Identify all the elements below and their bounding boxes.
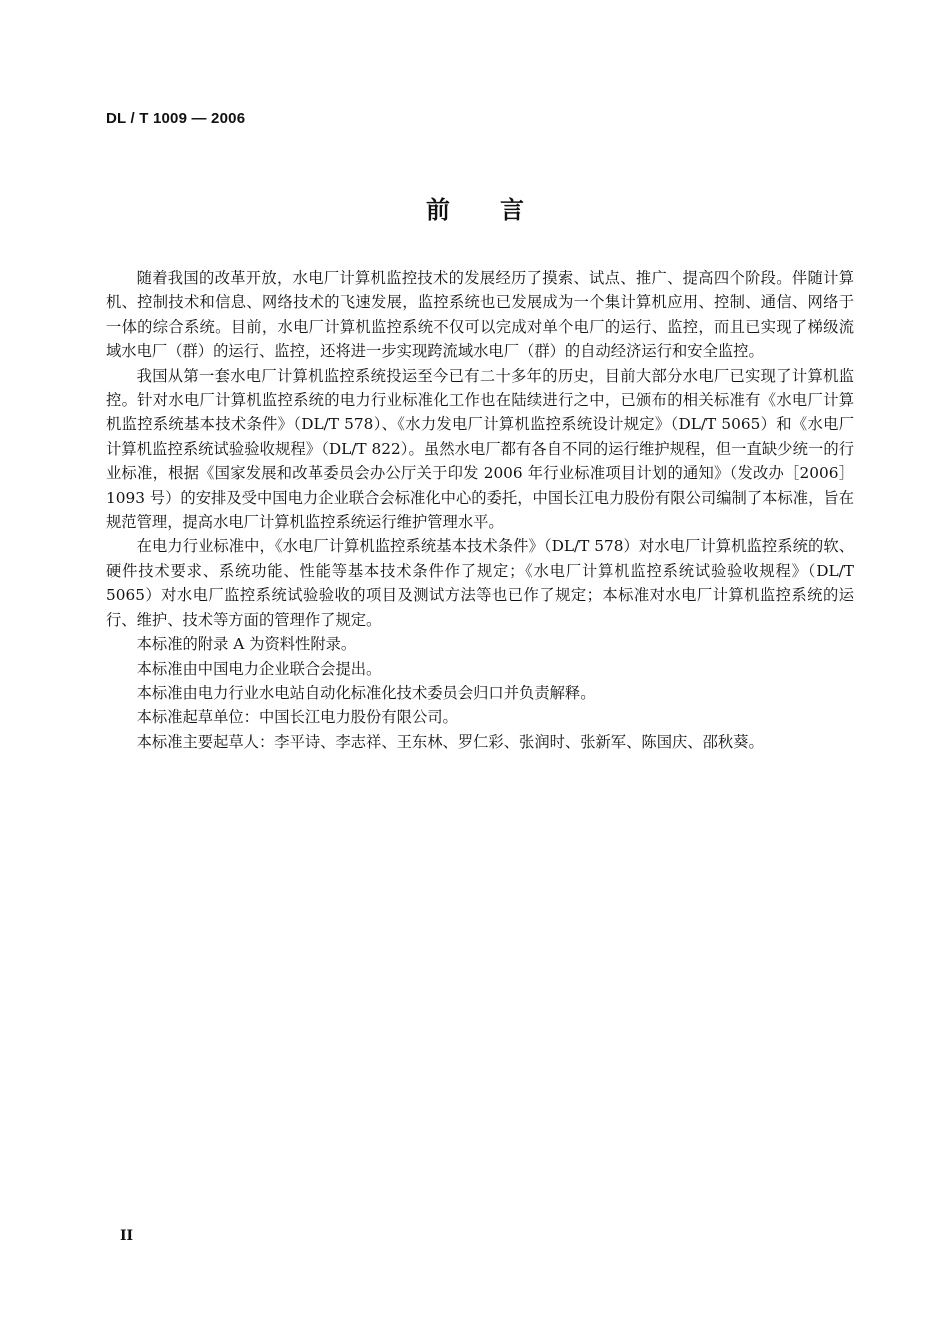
paragraph-scope: 在电力行业标准中，《水电厂计算机监控系统基本技术条件》（DL/T 578）对水电厂计算机监控系统的软、硬件技术要求、系统功能、性能等基本技术条件作了规定；《水电厂计算机监控系统试验验收规程》（DL/T 5065）对水电厂监控系统试验验收的项目及测试方法等也已作了规定；本标准对水电厂计算机监控系统的运行、维护、技术等方面的管理作了规定。 [106,537,854,629]
paragraph-appendix: 本标准的附录 A 为资料性附录。 [136,635,357,654]
paragraph-history: 我国从第一套水电厂计算机监控系统投运至今已有二十多年的历史，目前大部分水电厂已实现了计算机监控。针对水电厂计算机监控系统的电力行业标准化工作也在陆续进行之中，已颁布的相关标准有《水电厂计算机监控系统基本技术条件》（DL/T 578）、《水力发电厂计算机监控系统设计规定》（DL/T 5065）和《水电厂计算机监控系统试验验收规程》（DL/T 822）。虽然水电厂都有各自不同的运行维护规程，但一直缺少统一的行业标准，根据《国家发展和改革委员会办公厅关于印发 2006 年行业标准项目计划的通知》（发改办［2006］1093 号）的安排及受中国电力企业联合会标准化中心的委托，中国长江电力股份有限公司编制了本标准，旨在规范管理，提高水电厂计算机监控系统运行维护管理水平。 [106,366,854,532]
foreword-body [106,266,854,754]
paragraph-development: 随着我国的改革开放，水电厂计算机监控技术的发展经历了摸索、试点、推广、提高四个阶段。伴随计算机、控制技术和信息、网络技术的飞速发展，监控系统也已发展成为一个集计算机应用、控制、通信、网络于一体的综合系统。目前，水电厂计算机监控系统不仅可以完成对单个电厂的运行、监控，而且已实现了梯级流域水电厂（群）的运行、监控，还将进一步实现跨流域水电厂（群）的自动经济运行和安全监控。 [106,269,854,361]
paragraph-responsible: 本标准由电力行业水电站自动化标准化技术委员会归口并负责解释。 [136,683,596,702]
paragraph-drafting-unit: 本标准起草单位：中国长江电力股份有限公司。 [136,708,458,727]
standard-number: DL / T 1009 — 2006 [106,110,246,127]
page-number: II [120,1228,134,1244]
page-title: 前言 [426,196,574,224]
paragraph-proposer: 本标准由中国电力企业联合会提出。 [136,659,382,678]
paragraph-drafters: 本标准主要起草人：李平诗、李志祥、王东林、罗仁彩、张润时、张新军、陈国庆、邵秋葵。 [136,732,764,751]
